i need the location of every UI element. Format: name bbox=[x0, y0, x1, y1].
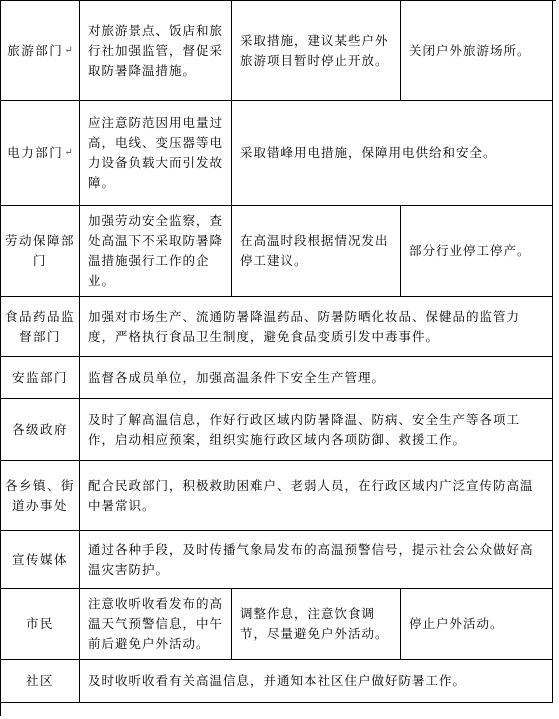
measure-text: 通过各种手段，及时传播气象局发布的高温预警信号，提示社会公众做好高温灾害防护。 bbox=[88, 541, 534, 577]
measure-cell bbox=[80, 660, 553, 703]
measure-cell bbox=[401, 206, 553, 297]
measure-text: 应注意防范因用电量过高，电线、变压器等电力设备负载大而引发故障。 bbox=[88, 115, 224, 190]
measure-text: 加强劳动安全监察，查处高温下不采取防暑降温措施强行工作的企业。 bbox=[88, 213, 224, 288]
paragraph-mark-icon: ↵ bbox=[64, 44, 73, 56]
measure-cell bbox=[401, 1, 553, 101]
dept-cell-citizens bbox=[1, 589, 80, 660]
dept-cell-labor bbox=[1, 206, 80, 297]
measure-cell bbox=[80, 357, 553, 399]
measure-text: 及时收听收看有关高温信息，并通知本社区住户做好防暑工作。 bbox=[88, 673, 467, 688]
measure-cell bbox=[232, 589, 401, 660]
dept-cell-media bbox=[1, 531, 80, 589]
measure-text: 加强对市场生产、流通防暑降温药品、防暑防晒化妆品、保健品的监管力度，严格执行食品卫生制度，避免食品变质引发中毒事件。 bbox=[88, 308, 521, 344]
dept-cell-township bbox=[1, 461, 80, 531]
measure-cell bbox=[80, 589, 232, 660]
dept-cell-tourism bbox=[1, 1, 80, 101]
measure-cell bbox=[232, 206, 401, 297]
measure-cell bbox=[232, 1, 401, 101]
measure-text: 部分行业停工停产。 bbox=[409, 243, 531, 258]
dept-label: 市民 bbox=[25, 616, 54, 631]
measure-cell bbox=[80, 101, 232, 206]
measure-text: 调整作息，注意饮食调节，尽量避免户外活动。 bbox=[240, 606, 389, 641]
dept-cell-safety bbox=[1, 357, 80, 399]
dept-cell-community bbox=[1, 660, 80, 703]
dept-label: 旅游部门 bbox=[7, 42, 64, 58]
paragraph-mark-icon: ↵ bbox=[64, 147, 73, 158]
measure-text: 监督各成员单位，加强高温条件下安全生产管理。 bbox=[88, 369, 386, 385]
measure-cell bbox=[80, 1, 232, 101]
dept-label: 电力部门 bbox=[7, 145, 64, 160]
measure-text: 注意收听收看发布的高温天气预警信息，中午前后避免户外活动。 bbox=[88, 596, 224, 651]
dept-label: 劳动保障部门 bbox=[5, 233, 76, 268]
measure-text: 采取错峰用电措施，保障用电供给和安全。 bbox=[240, 145, 497, 160]
dept-label: 食品药品监督部门 bbox=[5, 308, 76, 344]
dept-cell-government bbox=[1, 399, 80, 461]
dept-label: 宣传媒体 bbox=[11, 551, 68, 567]
dept-cell-food-drug bbox=[1, 297, 80, 357]
measure-cell bbox=[80, 461, 553, 531]
measure-cell bbox=[80, 531, 553, 589]
measure-text: 停止户外活动。 bbox=[409, 616, 504, 631]
measure-text: 采取措施，建议某些户外旅游项目暂时停止开放。 bbox=[240, 32, 389, 68]
dept-label: 社区 bbox=[25, 673, 54, 688]
dept-label: 各级政府 bbox=[11, 421, 68, 437]
measure-text: 在高温时段根据情况发出停工建议。 bbox=[240, 233, 389, 268]
measure-cell bbox=[232, 101, 553, 206]
dept-cell-power bbox=[1, 101, 80, 206]
dept-label: 各乡镇、街道办事处 bbox=[5, 477, 76, 513]
dept-label: 安监部门 bbox=[11, 369, 68, 385]
measure-text: 对旅游景点、饭店和旅行社加强监管，督促采取防暑降温措施。 bbox=[88, 22, 224, 78]
measure-cell bbox=[80, 399, 553, 461]
measure-cell bbox=[401, 589, 553, 660]
measure-text: 关闭户外旅游场所。 bbox=[409, 42, 531, 58]
measure-text: 配合民政部门，积极救助困难户、老弱人员，在行政区域内广泛宣传防高温中暑常识。 bbox=[88, 477, 534, 513]
measure-cell bbox=[80, 206, 232, 297]
measure-cell bbox=[80, 297, 553, 357]
measure-text: 及时了解高温信息，作好行政区域内防暑降温、防病、安全生产等各项工作，启动相应预案，组织实施行政区域内各项防御、救援工作。 bbox=[88, 411, 521, 447]
